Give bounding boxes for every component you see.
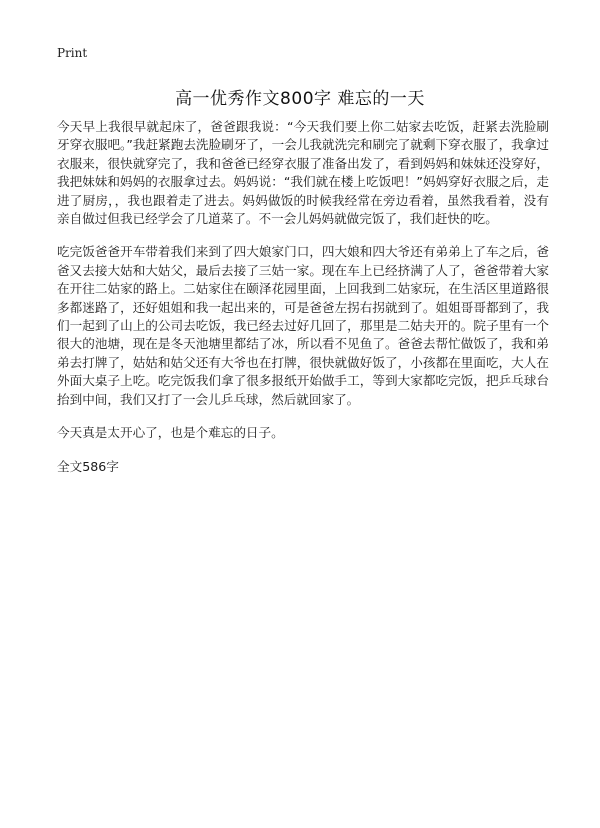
article-paragraph: 今天真是太开心了，也是个难忘的日子。 <box>57 425 284 441</box>
article-paragraph: 吃完饭爸爸开车带着我们来到了四大娘家门口，四大娘和四大爷还有弟弟上了车之后，爸爸又去接大姑和大姑父，最后去接了三姑一家。现在车上已经挤满了人了，爸爸带着大家在开往二姑家的路上。二姑家住在颐泽花园里面，上回我到二姑家玩，在生活区里道路很多都迷路了，还好姐姐和我一起出来的，可是爸爸左拐右拐就到了。姐姐哥哥都到了，我们一起到了山上的公司去吃饭，我已经去过好几回了，那里是二姑夫开的。院子里有一个很大的池塘，现在是冬天池塘里都结了冰，所以看不见鱼了。爸爸去帮忙做饭了，我和弟弟去打牌了，姑姑和姑父还有大爷也在打牌，很快就做好饭了，小孩都在里面吃，大人在外面大桌子上吃。吃完饭我们拿了很多报纸开始做手工，等到大家都吃完饭，把乒乓球台抬到中间，我们又打了一会儿乒乓球，然后就回家了。 <box>57 244 549 407</box>
article-body <box>57 118 549 476</box>
print-link[interactable]: Print <box>57 46 88 60</box>
article-paragraph: 今天早上我很早就起床了，爸爸跟我说：“今天我们要上你二姑家去吃饭，赶紧去洗脸刷牙穿衣服吧。”我赶紧跑去洗脸刷牙了，一会儿我就洗完和刷完了就剩下穿衣服了，我拿过衣服来，很快就穿完了，我和爸爸已经穿衣服了准备出发了，看到妈妈和妹妹还没穿好，我把妹妹和妈妈的衣服拿过去。妈妈说：“我们就在楼上吃饭吧！”妈妈穿好衣服之后，走进了厨房，，我也跟着走了进去。妈妈做饭的时候我经常在旁边看着，虽然我看着，没有亲自做过但我已经学会了几道菜了。不一会儿妈妈就做完饭了，我们赶快的吃。 <box>57 119 549 227</box>
word-count: 全文586字 <box>57 458 119 474</box>
article-title: 高一优秀作文800字 难忘的一天 <box>175 89 425 109</box>
